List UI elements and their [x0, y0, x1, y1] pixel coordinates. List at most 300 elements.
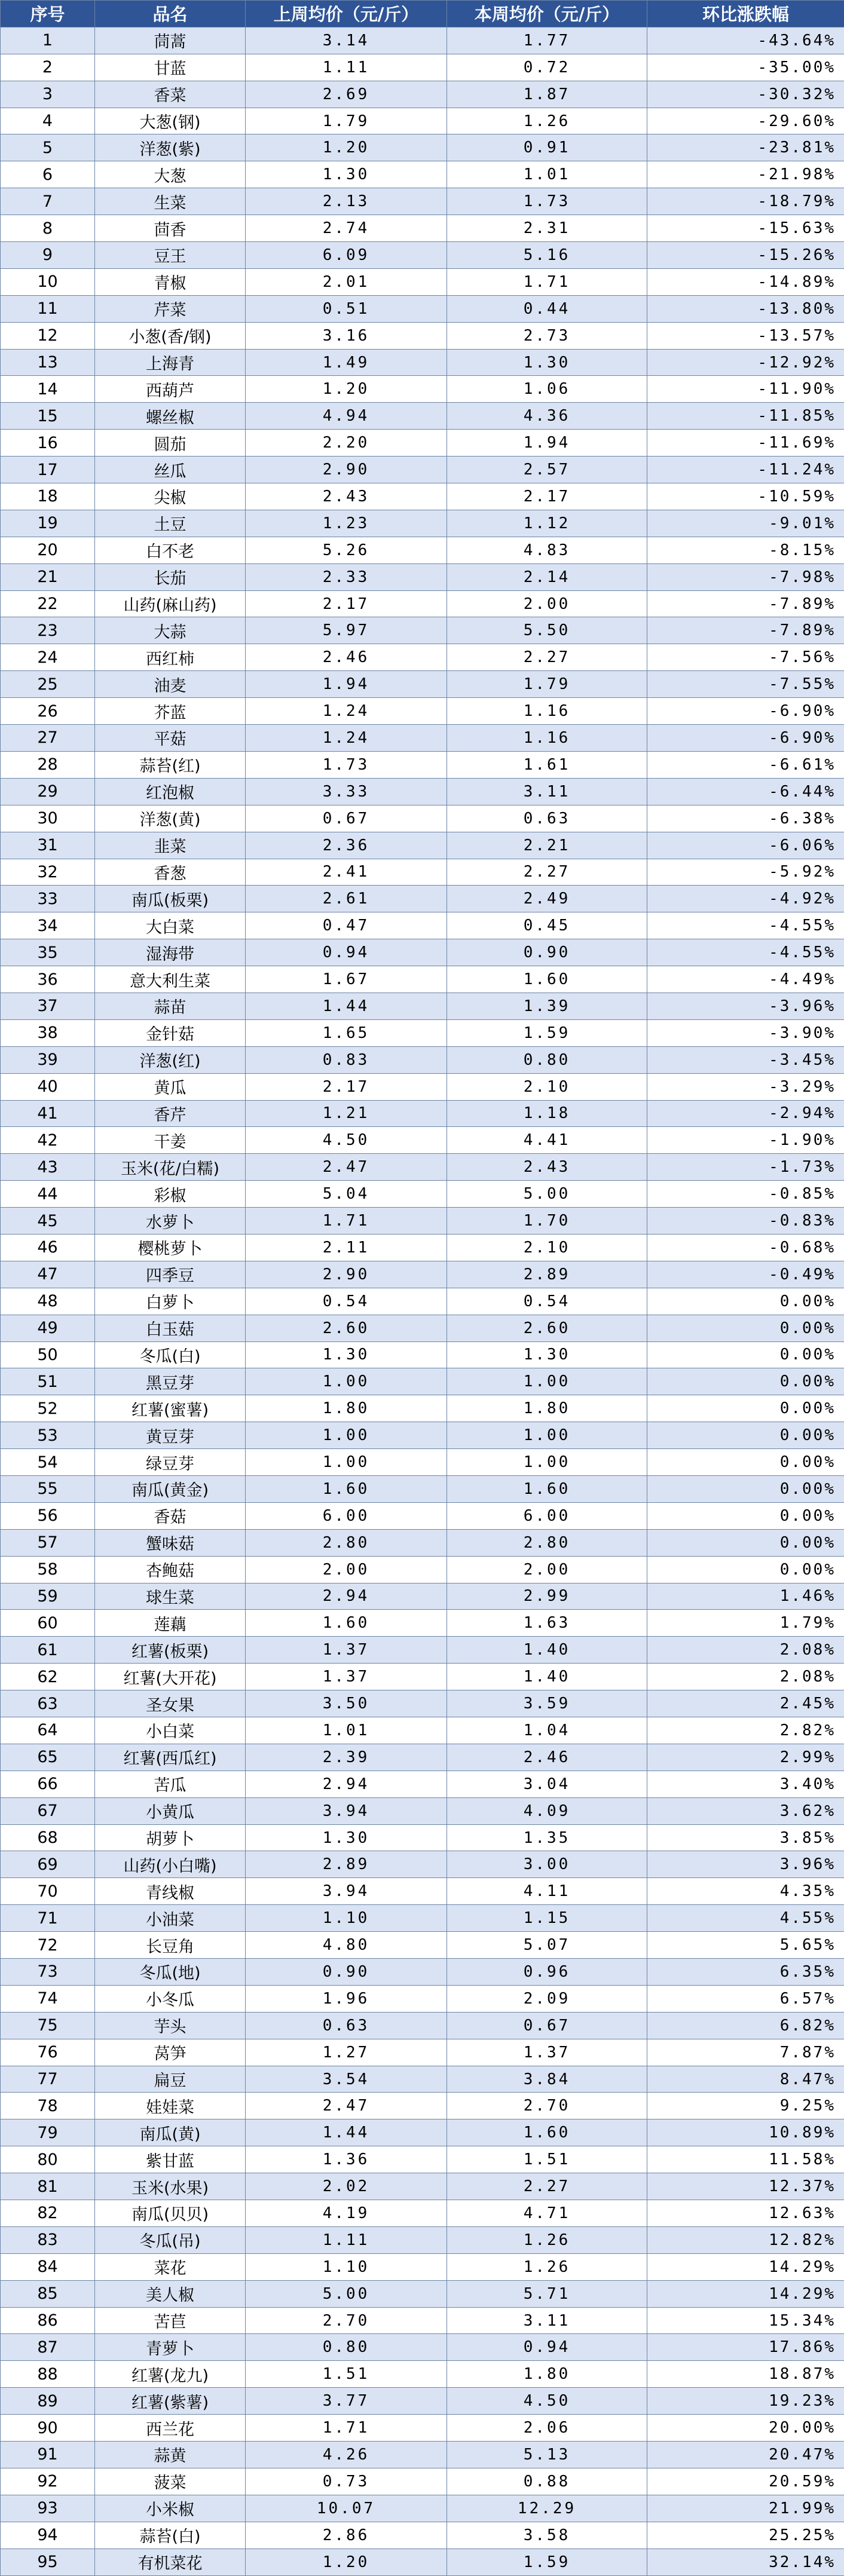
cell-last-week-price: 2.47 [246, 1154, 447, 1181]
cell-change-pct: 0.00% [647, 1475, 844, 1502]
cell-last-week-price: 1.20 [246, 2549, 447, 2575]
table-row [1, 778, 844, 805]
cell-index: 5 [1, 134, 95, 161]
cell-index: 40 [1, 1073, 95, 1100]
cell-last-week-price: 2.46 [246, 644, 447, 671]
cell-name: 青椒 [95, 268, 246, 295]
cell-last-week-price: 1.73 [246, 751, 447, 778]
cell-index: 33 [1, 886, 95, 912]
cell-last-week-price: 3.94 [246, 1797, 447, 1824]
cell-this-week-price: 4.83 [447, 537, 647, 563]
table-row [1, 2415, 844, 2442]
cell-name: 红薯(龙九) [95, 2361, 246, 2388]
cell-index: 81 [1, 2173, 95, 2200]
cell-name: 白萝卜 [95, 1288, 246, 1315]
cell-change-pct: -13.57% [647, 322, 844, 349]
table-row [1, 27, 844, 54]
table-row [1, 1019, 844, 1046]
cell-last-week-price: 6.09 [246, 242, 447, 269]
cell-last-week-price: 1.94 [246, 671, 447, 698]
cell-name: 小米椒 [95, 2495, 246, 2522]
cell-change-pct: 2.08% [647, 1637, 844, 1664]
cell-name: 大蒜 [95, 617, 246, 644]
cell-this-week-price: 5.13 [447, 2442, 647, 2468]
cell-index: 29 [1, 778, 95, 805]
cell-name: 螺丝椒 [95, 403, 246, 430]
cell-this-week-price: 2.27 [447, 2173, 647, 2200]
cell-index: 69 [1, 1851, 95, 1878]
cell-last-week-price: 4.94 [246, 403, 447, 430]
cell-name: 芹菜 [95, 295, 246, 322]
cell-this-week-price: 1.87 [447, 81, 647, 108]
cell-this-week-price: 2.46 [447, 1744, 647, 1771]
cell-change-pct: -0.83% [647, 1208, 844, 1235]
cell-index: 76 [1, 2039, 95, 2066]
cell-last-week-price: 3.77 [246, 2388, 447, 2415]
cell-index: 17 [1, 457, 95, 483]
cell-index: 41 [1, 1100, 95, 1127]
cell-name: 小黄瓜 [95, 1797, 246, 1824]
table-row [1, 322, 844, 349]
cell-this-week-price: 2.06 [447, 2415, 647, 2442]
cell-name: 香葱 [95, 859, 246, 886]
table-row [1, 457, 844, 483]
cell-last-week-price: 1.96 [246, 1985, 447, 2012]
cell-last-week-price: 4.50 [246, 1127, 447, 1154]
cell-last-week-price: 3.50 [246, 1690, 447, 1717]
cell-index: 9 [1, 242, 95, 269]
table-row [1, 1315, 844, 1341]
table-row [1, 725, 844, 752]
cell-change-pct: -7.89% [647, 590, 844, 617]
cell-change-pct: -4.55% [647, 939, 844, 966]
cell-last-week-price: 2.90 [246, 457, 447, 483]
table-row [1, 2495, 844, 2522]
cell-name: 蟹味菇 [95, 1529, 246, 1556]
table-row [1, 510, 844, 537]
table-row [1, 859, 844, 886]
cell-change-pct: 4.35% [647, 1878, 844, 1905]
cell-this-week-price: 1.61 [447, 751, 647, 778]
table-row [1, 1610, 844, 1637]
cell-name: 茼蒿 [95, 27, 246, 54]
cell-this-week-price: 1.51 [447, 2146, 647, 2173]
cell-index: 48 [1, 1288, 95, 1315]
cell-index: 86 [1, 2307, 95, 2334]
cell-last-week-price: 0.73 [246, 2468, 447, 2495]
cell-last-week-price: 1.44 [246, 2119, 447, 2146]
cell-index: 60 [1, 1610, 95, 1637]
table-row [1, 1985, 844, 2012]
cell-change-pct: 6.57% [647, 1985, 844, 2012]
table-row [1, 1475, 844, 1502]
table-row [1, 617, 844, 644]
table-row [1, 403, 844, 430]
cell-change-pct: 0.00% [647, 1422, 844, 1449]
cell-this-week-price: 3.00 [447, 1851, 647, 1878]
table-row [1, 2522, 844, 2549]
table-row [1, 1234, 844, 1261]
cell-index: 14 [1, 376, 95, 403]
header-last-week-price: 上周均价（元/斤） [246, 1, 447, 27]
cell-name: 苦苣 [95, 2307, 246, 2334]
cell-this-week-price: 2.10 [447, 1234, 647, 1261]
cell-index: 13 [1, 349, 95, 376]
cell-index: 47 [1, 1261, 95, 1288]
cell-name: 冬瓜(地) [95, 1959, 246, 1986]
cell-change-pct: -4.49% [647, 966, 844, 993]
cell-last-week-price: 3.14 [246, 27, 447, 54]
cell-change-pct: 0.00% [647, 1288, 844, 1315]
cell-last-week-price: 3.16 [246, 322, 447, 349]
cell-this-week-price: 0.90 [447, 939, 647, 966]
cell-this-week-price: 1.37 [447, 2039, 647, 2066]
table-row [1, 2388, 844, 2415]
cell-name: 洋葱(紫) [95, 134, 246, 161]
cell-last-week-price: 1.71 [246, 2415, 447, 2442]
cell-this-week-price: 4.11 [447, 1878, 647, 1905]
table-row [1, 2146, 844, 2173]
cell-this-week-price: 0.63 [447, 805, 647, 832]
cell-last-week-price: 1.00 [246, 1422, 447, 1449]
cell-index: 6 [1, 161, 95, 188]
table-row [1, 2039, 844, 2066]
cell-this-week-price: 1.79 [447, 671, 647, 698]
cell-index: 89 [1, 2388, 95, 2415]
cell-this-week-price: 2.80 [447, 1529, 647, 1556]
cell-this-week-price: 0.45 [447, 912, 647, 939]
cell-this-week-price: 2.89 [447, 1261, 647, 1288]
cell-this-week-price: 1.26 [447, 2226, 647, 2253]
cell-last-week-price: 1.36 [246, 2146, 447, 2173]
cell-name: 小白菜 [95, 1717, 246, 1744]
table-row [1, 1449, 844, 1476]
cell-this-week-price: 0.80 [447, 1046, 647, 1073]
cell-name: 长茄 [95, 563, 246, 590]
cell-index: 73 [1, 1959, 95, 1986]
cell-last-week-price: 2.69 [246, 81, 447, 108]
cell-change-pct: 6.35% [647, 1959, 844, 1986]
cell-last-week-price: 1.67 [246, 966, 447, 993]
cell-last-week-price: 2.94 [246, 1771, 447, 1797]
table-row [1, 1878, 844, 1905]
cell-change-pct: -9.01% [647, 510, 844, 537]
cell-name: 红薯(西瓜红) [95, 1744, 246, 1771]
cell-name: 蒜黄 [95, 2442, 246, 2468]
cell-index: 42 [1, 1127, 95, 1154]
table-row [1, 1073, 844, 1100]
cell-change-pct: 11.58% [647, 2146, 844, 2173]
cell-this-week-price: 2.73 [447, 322, 647, 349]
cell-last-week-price: 4.80 [246, 1932, 447, 1959]
cell-name: 四季豆 [95, 1261, 246, 1288]
cell-this-week-price: 1.71 [447, 268, 647, 295]
cell-this-week-price: 1.06 [447, 376, 647, 403]
cell-change-pct: -3.29% [647, 1073, 844, 1100]
cell-name: 美人椒 [95, 2280, 246, 2307]
cell-index: 16 [1, 430, 95, 457]
cell-change-pct: 2.08% [647, 1664, 844, 1690]
cell-this-week-price: 1.26 [447, 108, 647, 134]
cell-last-week-price: 2.80 [246, 1529, 447, 1556]
cell-this-week-price: 1.30 [447, 1341, 647, 1368]
cell-last-week-price: 2.00 [246, 1556, 447, 1583]
cell-index: 4 [1, 108, 95, 134]
cell-this-week-price: 1.40 [447, 1664, 647, 1690]
table-row [1, 54, 844, 81]
cell-change-pct: -6.06% [647, 832, 844, 859]
cell-change-pct: -15.26% [647, 242, 844, 269]
cell-last-week-price: 4.19 [246, 2200, 447, 2227]
cell-index: 26 [1, 698, 95, 725]
cell-last-week-price: 1.01 [246, 1717, 447, 1744]
cell-this-week-price: 1.80 [447, 1395, 647, 1422]
table-row [1, 430, 844, 457]
cell-this-week-price: 5.71 [447, 2280, 647, 2307]
cell-name: 小油菜 [95, 1905, 246, 1932]
cell-name: 青萝卜 [95, 2334, 246, 2361]
cell-last-week-price: 1.20 [246, 376, 447, 403]
cell-this-week-price: 1.16 [447, 725, 647, 752]
cell-index: 70 [1, 1878, 95, 1905]
cell-this-week-price: 1.30 [447, 349, 647, 376]
cell-index: 58 [1, 1556, 95, 1583]
cell-change-pct: 9.25% [647, 2093, 844, 2119]
cell-this-week-price: 2.27 [447, 644, 647, 671]
cell-this-week-price: 2.43 [447, 1154, 647, 1181]
cell-index: 53 [1, 1422, 95, 1449]
cell-index: 51 [1, 1368, 95, 1395]
cell-name: 红薯(大开花) [95, 1664, 246, 1690]
cell-index: 35 [1, 939, 95, 966]
cell-name: 香菇 [95, 1502, 246, 1529]
cell-last-week-price: 0.90 [246, 1959, 447, 1986]
cell-last-week-price: 2.11 [246, 1234, 447, 1261]
cell-name: 绿豆芽 [95, 1449, 246, 1476]
cell-name: 西葫芦 [95, 376, 246, 403]
cell-name: 菜花 [95, 2253, 246, 2280]
cell-name: 湿海带 [95, 939, 246, 966]
cell-index: 79 [1, 2119, 95, 2146]
cell-index: 94 [1, 2522, 95, 2549]
cell-last-week-price: 5.97 [246, 617, 447, 644]
cell-this-week-price: 3.11 [447, 778, 647, 805]
cell-this-week-price: 3.84 [447, 2066, 647, 2093]
cell-change-pct: -12.92% [647, 349, 844, 376]
cell-last-week-price: 1.24 [246, 725, 447, 752]
cell-change-pct: 21.99% [647, 2495, 844, 2522]
cell-index: 46 [1, 1234, 95, 1261]
cell-this-week-price: 1.80 [447, 2361, 647, 2388]
cell-name: 玉米(花/白糯) [95, 1154, 246, 1181]
cell-index: 19 [1, 510, 95, 537]
cell-last-week-price: 1.80 [246, 1395, 447, 1422]
cell-last-week-price: 5.00 [246, 2280, 447, 2307]
cell-name: 韭菜 [95, 832, 246, 859]
cell-change-pct: 1.79% [647, 1610, 844, 1637]
cell-index: 7 [1, 188, 95, 215]
cell-change-pct: -0.85% [647, 1181, 844, 1208]
cell-index: 66 [1, 1771, 95, 1797]
cell-name: 蒜苗 [95, 993, 246, 1019]
table-row [1, 1154, 844, 1181]
table-row [1, 1127, 844, 1154]
cell-change-pct: 0.00% [647, 1315, 844, 1341]
cell-this-week-price: 2.14 [447, 563, 647, 590]
table-row [1, 483, 844, 510]
cell-last-week-price: 1.51 [246, 2361, 447, 2388]
cell-name: 菠菜 [95, 2468, 246, 2495]
cell-last-week-price: 2.33 [246, 563, 447, 590]
table-row [1, 993, 844, 1019]
cell-index: 95 [1, 2549, 95, 2575]
cell-this-week-price: 1.70 [447, 1208, 647, 1235]
cell-name: 冬瓜(吊) [95, 2226, 246, 2253]
cell-change-pct: -4.92% [647, 886, 844, 912]
cell-this-week-price: 1.26 [447, 2253, 647, 2280]
cell-last-week-price: 1.27 [246, 2039, 447, 2066]
table-row [1, 2361, 844, 2388]
cell-change-pct: -2.94% [647, 1100, 844, 1127]
cell-name: 西红柿 [95, 644, 246, 671]
cell-this-week-price: 4.50 [447, 2388, 647, 2415]
cell-change-pct: 12.63% [647, 2200, 844, 2227]
cell-last-week-price: 2.47 [246, 2093, 447, 2119]
cell-this-week-price: 1.39 [447, 993, 647, 1019]
cell-name: 干姜 [95, 1127, 246, 1154]
cell-this-week-price: 1.00 [447, 1368, 647, 1395]
cell-last-week-price: 2.41 [246, 859, 447, 886]
cell-this-week-price: 0.54 [447, 1288, 647, 1315]
cell-last-week-price: 1.10 [246, 1905, 447, 1932]
cell-index: 37 [1, 993, 95, 1019]
cell-last-week-price: 2.70 [246, 2307, 447, 2334]
cell-this-week-price: 2.21 [447, 832, 647, 859]
cell-last-week-price: 3.94 [246, 1878, 447, 1905]
cell-name: 红泡椒 [95, 778, 246, 805]
cell-name: 蒜苔(红) [95, 751, 246, 778]
cell-this-week-price: 1.59 [447, 1019, 647, 1046]
cell-index: 61 [1, 1637, 95, 1664]
cell-index: 65 [1, 1744, 95, 1771]
cell-change-pct: 32.14% [647, 2549, 844, 2575]
cell-change-pct: 12.82% [647, 2226, 844, 2253]
cell-last-week-price: 1.11 [246, 54, 447, 81]
table-row [1, 1824, 844, 1851]
cell-last-week-price: 2.02 [246, 2173, 447, 2200]
table-row [1, 2012, 844, 2039]
cell-change-pct: 1.46% [647, 1583, 844, 1610]
table-row [1, 2468, 844, 2495]
cell-index: 57 [1, 1529, 95, 1556]
cell-name: 红薯(板栗) [95, 1637, 246, 1664]
cell-this-week-price: 2.27 [447, 859, 647, 886]
cell-last-week-price: 10.07 [246, 2495, 447, 2522]
cell-name: 苦瓜 [95, 1771, 246, 1797]
cell-name: 芋头 [95, 2012, 246, 2039]
header-this-week-price: 本周均价（元/斤） [447, 1, 647, 27]
cell-this-week-price: 1.60 [447, 966, 647, 993]
cell-last-week-price: 1.65 [246, 1019, 447, 1046]
cell-this-week-price: 2.10 [447, 1073, 647, 1100]
cell-index: 85 [1, 2280, 95, 2307]
table-row [1, 537, 844, 563]
cell-name: 平菇 [95, 725, 246, 752]
cell-this-week-price: 1.00 [447, 1422, 647, 1449]
table-row [1, 1932, 844, 1959]
table-row [1, 1261, 844, 1288]
cell-name: 南瓜(贝贝) [95, 2200, 246, 2227]
cell-change-pct: 5.65% [647, 1932, 844, 1959]
cell-change-pct: 14.29% [647, 2253, 844, 2280]
cell-this-week-price: 4.41 [447, 1127, 647, 1154]
cell-this-week-price: 1.35 [447, 1824, 647, 1851]
cell-last-week-price: 2.86 [246, 2522, 447, 2549]
table-row [1, 295, 844, 322]
cell-name: 紫甘蓝 [95, 2146, 246, 2173]
cell-change-pct: 7.87% [647, 2039, 844, 2066]
cell-last-week-price: 1.30 [246, 161, 447, 188]
cell-last-week-price: 2.20 [246, 430, 447, 457]
cell-change-pct: -3.90% [647, 1019, 844, 1046]
table-row [1, 2119, 844, 2146]
cell-last-week-price: 0.80 [246, 2334, 447, 2361]
cell-index: 49 [1, 1315, 95, 1341]
table-row [1, 1637, 844, 1664]
cell-this-week-price: 6.00 [447, 1502, 647, 1529]
cell-index: 21 [1, 563, 95, 590]
cell-name: 白不老 [95, 537, 246, 563]
cell-this-week-price: 1.63 [447, 1610, 647, 1637]
cell-index: 1 [1, 27, 95, 54]
cell-this-week-price: 2.49 [447, 886, 647, 912]
cell-last-week-price: 6.00 [246, 1502, 447, 1529]
table-row [1, 1288, 844, 1315]
cell-last-week-price: 1.30 [246, 1824, 447, 1851]
cell-this-week-price: 1.18 [447, 1100, 647, 1127]
table-row [1, 886, 844, 912]
table-row [1, 1797, 844, 1824]
cell-index: 71 [1, 1905, 95, 1932]
cell-index: 23 [1, 617, 95, 644]
cell-name: 白玉菇 [95, 1315, 246, 1341]
cell-change-pct: -0.68% [647, 1234, 844, 1261]
cell-last-week-price: 1.00 [246, 1368, 447, 1395]
cell-name: 娃娃菜 [95, 2093, 246, 2119]
table-row [1, 134, 844, 161]
cell-name: 洋葱(黄) [95, 805, 246, 832]
cell-change-pct: 0.00% [647, 1449, 844, 1476]
table-row [1, 242, 844, 269]
cell-change-pct: -11.24% [647, 457, 844, 483]
cell-index: 93 [1, 2495, 95, 2522]
cell-index: 77 [1, 2066, 95, 2093]
cell-name: 莲藕 [95, 1610, 246, 1637]
cell-index: 87 [1, 2334, 95, 2361]
cell-name: 黑豆芽 [95, 1368, 246, 1395]
cell-this-week-price: 0.88 [447, 2468, 647, 2495]
cell-index: 54 [1, 1449, 95, 1476]
table-row [1, 2307, 844, 2334]
cell-change-pct: -30.32% [647, 81, 844, 108]
cell-index: 62 [1, 1664, 95, 1690]
cell-this-week-price: 5.16 [447, 242, 647, 269]
cell-change-pct: -43.64% [647, 27, 844, 54]
cell-change-pct: -1.90% [647, 1127, 844, 1154]
cell-name: 甘蓝 [95, 54, 246, 81]
cell-name: 大葱(钢) [95, 108, 246, 134]
cell-name: 南瓜(板栗) [95, 886, 246, 912]
